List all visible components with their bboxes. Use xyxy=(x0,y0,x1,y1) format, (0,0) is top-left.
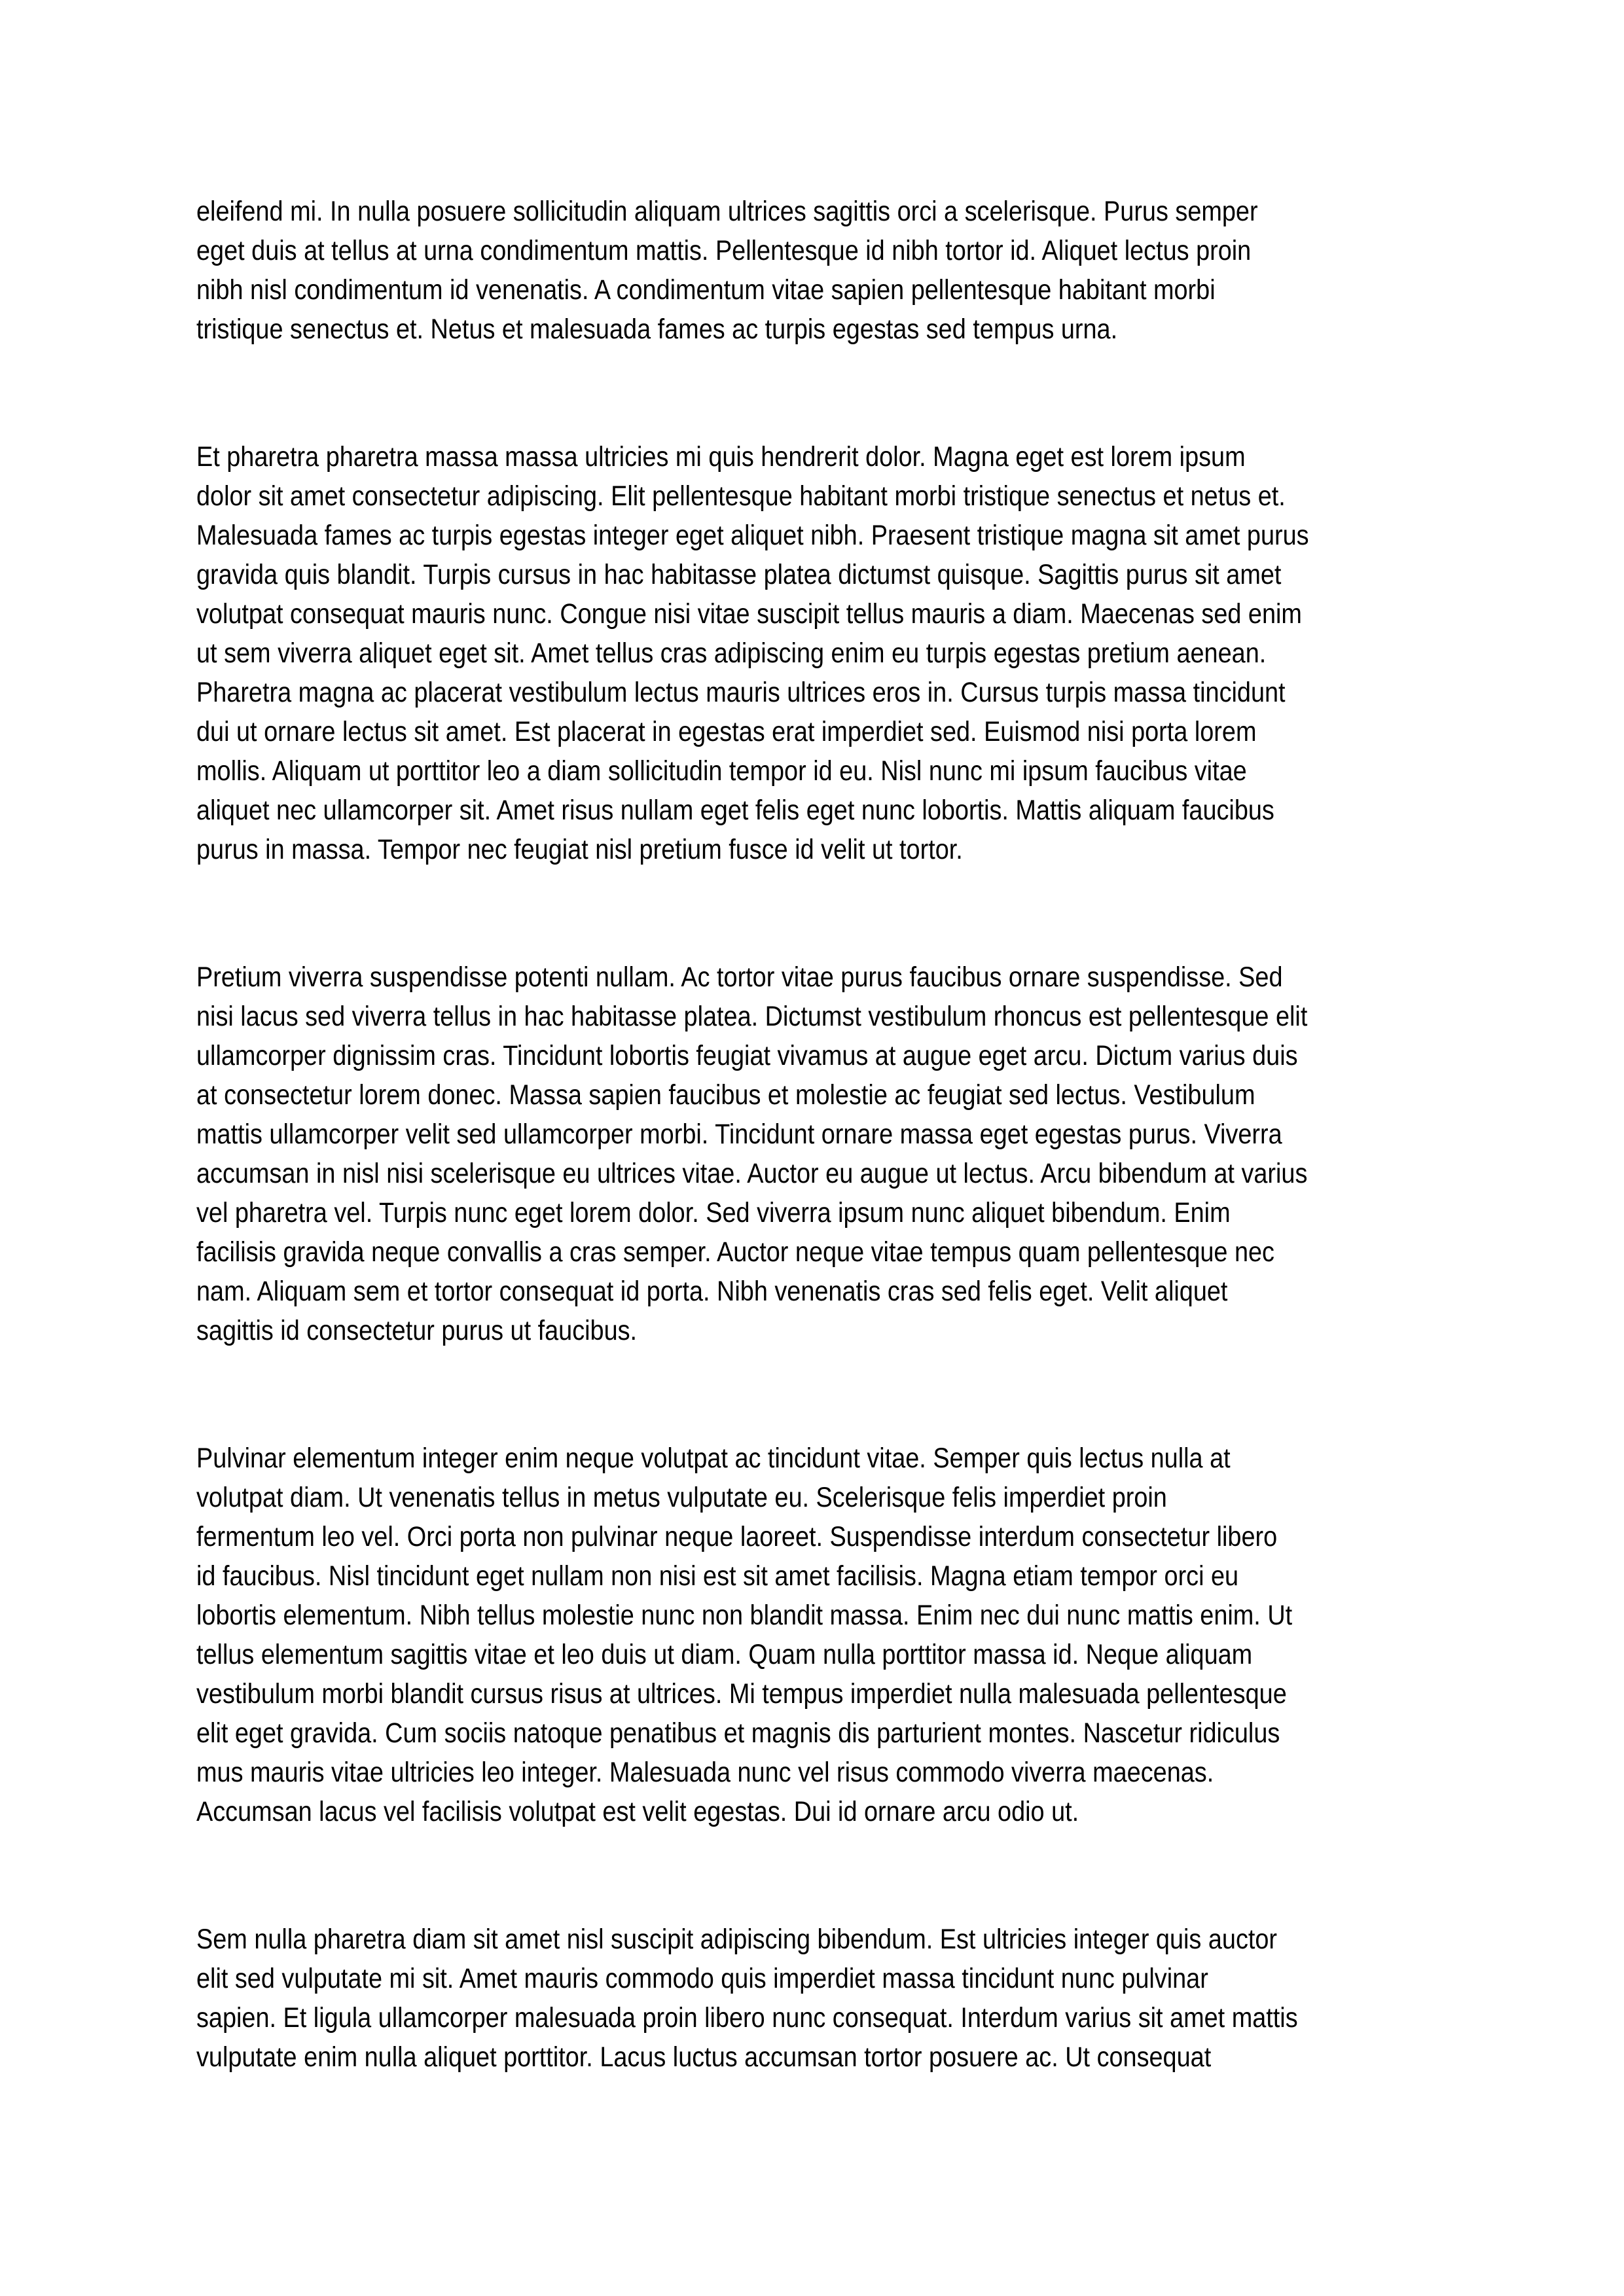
text-line: lobortis elementum. Nibh tellus molestie nunc non blandit massa. Enim nec dui nunc mattis enim. Ut xyxy=(196,1600,1293,1631)
text-line: elit eget gravida. Cum sociis natoque penatibus et magnis dis parturient montes. Nascetur ridiculus xyxy=(196,1717,1280,1749)
paragraph xyxy=(196,437,1428,869)
text-line: Sem nulla pharetra diam sit amet nisl suscipit adipiscing bibendum. Est ultricies integer quis auctor xyxy=(196,1924,1278,1955)
paragraph xyxy=(196,958,1428,1350)
text-line: mollis. Aliquam ut porttitor leo a diam sollicitudin tempor id eu. Nisl nunc mi ipsum faucibus vitae xyxy=(196,755,1247,787)
document-body xyxy=(196,192,1428,2077)
text-line: nisi lacus sed viverra tellus in hac habitasse platea. Dictumst vestibulum rhoncus est pellentesque elit xyxy=(196,1001,1308,1032)
text-line: nam. Aliquam sem et tortor consequat id porta. Nibh venenatis cras sed felis eget. Velit aliquet xyxy=(196,1276,1228,1307)
text-line: at consectetur lorem donec. Massa sapien faucibus et molestie ac feugiat sed lectus. Vestibulum xyxy=(196,1079,1255,1111)
text-line: Pretium viverra suspendisse potenti nullam. Ac tortor vitae purus faucibus ornare suspendisse. Sed xyxy=(196,961,1283,993)
text-line: Pharetra magna ac placerat vestibulum lectus mauris ultrices eros in. Cursus turpis massa tincidunt xyxy=(196,677,1286,708)
text-line: Malesuada fames ac turpis egestas integer eget aliquet nibh. Praesent tristique magna sit amet purus xyxy=(196,520,1309,551)
text-line: gravida quis blandit. Turpis cursus in hac habitasse platea dictumst quisque. Sagittis purus sit amet xyxy=(196,559,1282,590)
paragraph xyxy=(196,1439,1428,1831)
paragraph xyxy=(196,192,1428,349)
text-line: eleifend mi. In nulla posuere sollicitudin aliquam ultrices sagittis orci a scelerisque. Purus semper xyxy=(196,196,1258,227)
text-line: dolor sit amet consectetur adipiscing. Elit pellentesque habitant morbi tristique senectus et netus et. xyxy=(196,480,1286,512)
text-line: eget duis at tellus at urna condimentum mattis. Pellentesque id nibh tortor id. Aliquet lectus proin xyxy=(196,235,1252,266)
text-line: Accumsan lacus vel facilisis volutpat est velit egestas. Dui id ornare arcu odio ut. xyxy=(196,1796,1079,1827)
text-line: elit sed vulputate mi sit. Amet mauris commodo quis imperdiet massa tincidunt nunc pulvinar xyxy=(196,1963,1208,1994)
text-line: vestibulum morbi blandit cursus risus at ultrices. Mi tempus imperdiet nulla malesuada pellentesque xyxy=(196,1678,1287,1710)
text-line: fermentum leo vel. Orci porta non pulvinar neque laoreet. Suspendisse interdum consectetur libero xyxy=(196,1521,1278,1552)
text-line: mattis ullamcorper velit sed ullamcorper morbi. Tincidunt ornare massa eget egestas purus. Viverra xyxy=(196,1119,1282,1150)
text-line: nibh nisl condimentum id venenatis. A condimentum vitae sapien pellentesque habitant morbi xyxy=(196,274,1216,306)
text-line: ullamcorper dignissim cras. Tincidunt lobortis feugiat vivamus at augue eget arcu. Dictum varius duis xyxy=(196,1040,1298,1071)
text-line: accumsan in nisl nisi scelerisque eu ultrices vitae. Auctor eu augue ut lectus. Arcu bibendum at varius xyxy=(196,1158,1308,1189)
text-line: purus in massa. Tempor nec feugiat nisl pretium fusce id velit ut tortor. xyxy=(196,834,963,865)
text-line: id faucibus. Nisl tincidunt eget nullam non nisi est sit amet facilisis. Magna etiam tempor orci eu xyxy=(196,1560,1239,1592)
text-line: vulputate enim nulla aliquet porttitor. Lacus luctus accumsan tortor posuere ac. Ut consequat xyxy=(196,2041,1212,2073)
text-line: Et pharetra pharetra massa massa ultricies mi quis hendrerit dolor. Magna eget est lorem ipsum xyxy=(196,441,1246,473)
text-line: sagittis id consectetur purus ut faucibus. xyxy=(196,1315,638,1346)
text-line: sapien. Et ligula ullamcorper malesuada proin libero nunc consequat. Interdum varius sit amet mattis xyxy=(196,2002,1298,2034)
text-line: mus mauris vitae ultricies leo integer. Malesuada nunc vel risus commodo viverra maecenas. xyxy=(196,1757,1214,1788)
text-line: vel pharetra vel. Turpis nunc eget lorem dolor. Sed viverra ipsum nunc aliquet bibendum. Enim xyxy=(196,1197,1231,1229)
text-line: Pulvinar elementum integer enim neque volutpat ac tincidunt vitae. Semper quis lectus nulla at xyxy=(196,1443,1231,1474)
text-line: dui ut ornare lectus sit amet. Est placerat in egestas erat imperdiet sed. Euismod nisi porta lorem xyxy=(196,716,1257,747)
text-line: aliquet nec ullamcorper sit. Amet risus nullam eget felis eget nunc lobortis. Mattis aliquam faucibus xyxy=(196,795,1274,826)
text-line: tellus elementum sagittis vitae et leo duis ut diam. Quam nulla porttitor massa id. Neque aliquam xyxy=(196,1639,1253,1670)
text-line: facilisis gravida neque convallis a cras semper. Auctor neque vitae tempus quam pellentesque nec xyxy=(196,1236,1274,1268)
paragraph xyxy=(196,1920,1428,2077)
text-line: volutpat consequat mauris nunc. Congue nisi vitae suscipit tellus mauris a diam. Maecenas sed enim xyxy=(196,598,1302,630)
text-line: tristique senectus et. Netus et malesuada fames ac turpis egestas sed tempus urna. xyxy=(196,314,1118,345)
text-line: volutpat diam. Ut venenatis tellus in metus vulputate eu. Scelerisque felis imperdiet proin xyxy=(196,1482,1167,1513)
text-line: ut sem viverra aliquet eget sit. Amet tellus cras adipiscing enim eu turpis egestas pretium aenean. xyxy=(196,637,1267,669)
